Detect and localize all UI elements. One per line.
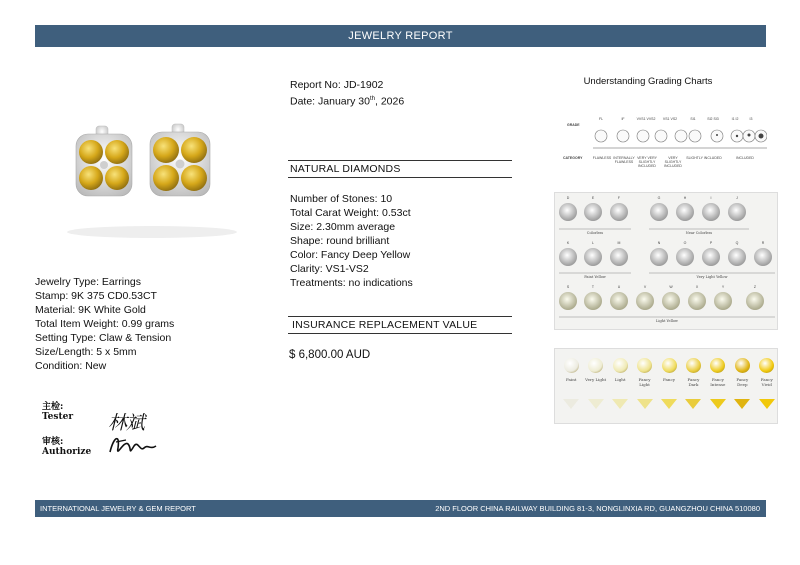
natural-diamonds-bottom-rule	[288, 177, 512, 178]
item-line: Total Item Weight: 0.99 grams	[35, 318, 175, 330]
footer-address: 2ND FLOOR CHINA RAILWAY BUILDING 81-3, NONGLINXIA RD, GUANGZHOU CHINA 510080	[435, 504, 760, 513]
footer-organization: INTERNATIONAL JEWELRY & GEM REPORT	[40, 504, 196, 513]
report-header-band	[35, 25, 766, 47]
report-number: Report No: JD-1902	[290, 79, 384, 91]
item-line: Condition: New	[35, 360, 107, 372]
fancy-yellow-swatch	[613, 358, 628, 373]
fancy-yellow-swatch	[710, 358, 725, 373]
grading-charts-title: Understanding Grading Charts	[583, 76, 713, 87]
spec-line: Clarity: VS1-VS2	[290, 263, 369, 275]
clarity-diamonds	[591, 124, 767, 154]
fancy-yellow-swatch	[759, 358, 774, 373]
fancy-yellow-swatch	[686, 358, 701, 373]
insurance-top-rule	[288, 316, 512, 317]
item-line: Size/Length: 5 x 5mm	[35, 346, 137, 358]
fancy-yellow-side-view	[710, 399, 726, 409]
report-title: JEWELRY REPORT	[348, 30, 453, 42]
spec-line: Size: 2.30mm average	[290, 221, 396, 233]
fancy-yellow-label: Light	[614, 377, 626, 382]
item-details	[35, 275, 174, 373]
authorize-signature	[106, 430, 160, 460]
fancy-yellow-label: Very Light	[585, 377, 607, 382]
fancy-yellow-label: Fancy Vivid	[760, 377, 773, 387]
spec-line: Color: Fancy Deep Yellow	[290, 249, 411, 261]
insurance-title: INSURANCE REPLACEMENT VALUE	[292, 319, 478, 331]
spec-line: Total Carat Weight: 0.53ct	[290, 207, 411, 219]
natural-diamonds-title: NATURAL DIAMONDS	[290, 163, 401, 175]
diamond-specs	[290, 192, 413, 290]
tester-label: 主检: Tester	[42, 402, 74, 422]
fancy-yellow-side-view	[685, 399, 701, 409]
fancy-yellow-label: Fancy Intense	[710, 377, 726, 387]
insurance-bottom-rule	[288, 333, 512, 334]
report-footer-band	[35, 500, 766, 517]
fancy-yellow-row	[555, 349, 777, 423]
report-date: Date: January 30th, 2026	[290, 95, 405, 108]
tester-signature: 林斌	[108, 412, 145, 434]
fancy-yellow-label: Fancy Dark	[687, 377, 700, 387]
fancy-yellow-swatch	[662, 358, 677, 373]
fancy-yellow-label: Fancy Deep	[736, 377, 749, 387]
spec-line: Number of Stones: 10	[290, 193, 393, 205]
fancy-yellow-side-view	[661, 399, 677, 409]
natural-diamonds-top-rule	[288, 160, 512, 161]
clarity-chart: GRADE CATEGORY FL IF VVS1 VVS2 VS1 VS2 SI1 SI2 SI3 I1 I2 I3 FLAWLESS INTERNALLY FLAWLESS VERY VERY SLIGHTLY INCLUDED VERY SLIGHTLY INCLUDED SLIGHTLY INCLUDED INCLUDED	[555, 112, 777, 174]
color-scale-diamonds	[555, 193, 777, 329]
fancy-yellow-side-view	[637, 399, 653, 409]
fancy-yellow-label: Fancy Light	[638, 377, 651, 387]
fancy-yellow-label: Faint	[566, 377, 577, 382]
spec-line: Shape: round brilliant	[290, 235, 390, 247]
color-scale-chart: D E F G H I J K L M N O P Q R S T U V W X Y Z Colorless Near Colorless Faint Yellow Very Light Yellow Light Yellow	[554, 192, 778, 330]
fancy-yellow-swatch	[637, 358, 652, 373]
authorize-label: 审核: Authorize	[42, 437, 92, 457]
item-line: Setting Type: Claw & Tension	[35, 332, 172, 344]
spec-line: Treatments: no indications	[290, 277, 413, 289]
fancy-yellow-swatch	[564, 358, 579, 373]
fancy-yellow-chart	[554, 348, 778, 424]
item-line: Stamp: 9K 375 CD0.53CT	[35, 290, 157, 302]
fancy-yellow-swatch	[588, 358, 603, 373]
fancy-yellow-side-view	[563, 399, 579, 409]
fancy-yellow-side-view	[612, 399, 628, 409]
item-line: Jewelry Type: Earrings	[35, 276, 142, 288]
fancy-yellow-label: Fancy	[663, 377, 675, 382]
fancy-yellow-side-view	[759, 399, 775, 409]
fancy-yellow-side-view	[588, 399, 604, 409]
fancy-yellow-side-view	[734, 399, 750, 409]
report-info	[290, 78, 404, 109]
fancy-yellow-swatch	[735, 358, 750, 373]
insurance-value: $ 6,800.00 AUD	[289, 349, 371, 361]
item-line: Material: 9K White Gold	[35, 304, 146, 316]
earrings-photo	[62, 120, 242, 240]
